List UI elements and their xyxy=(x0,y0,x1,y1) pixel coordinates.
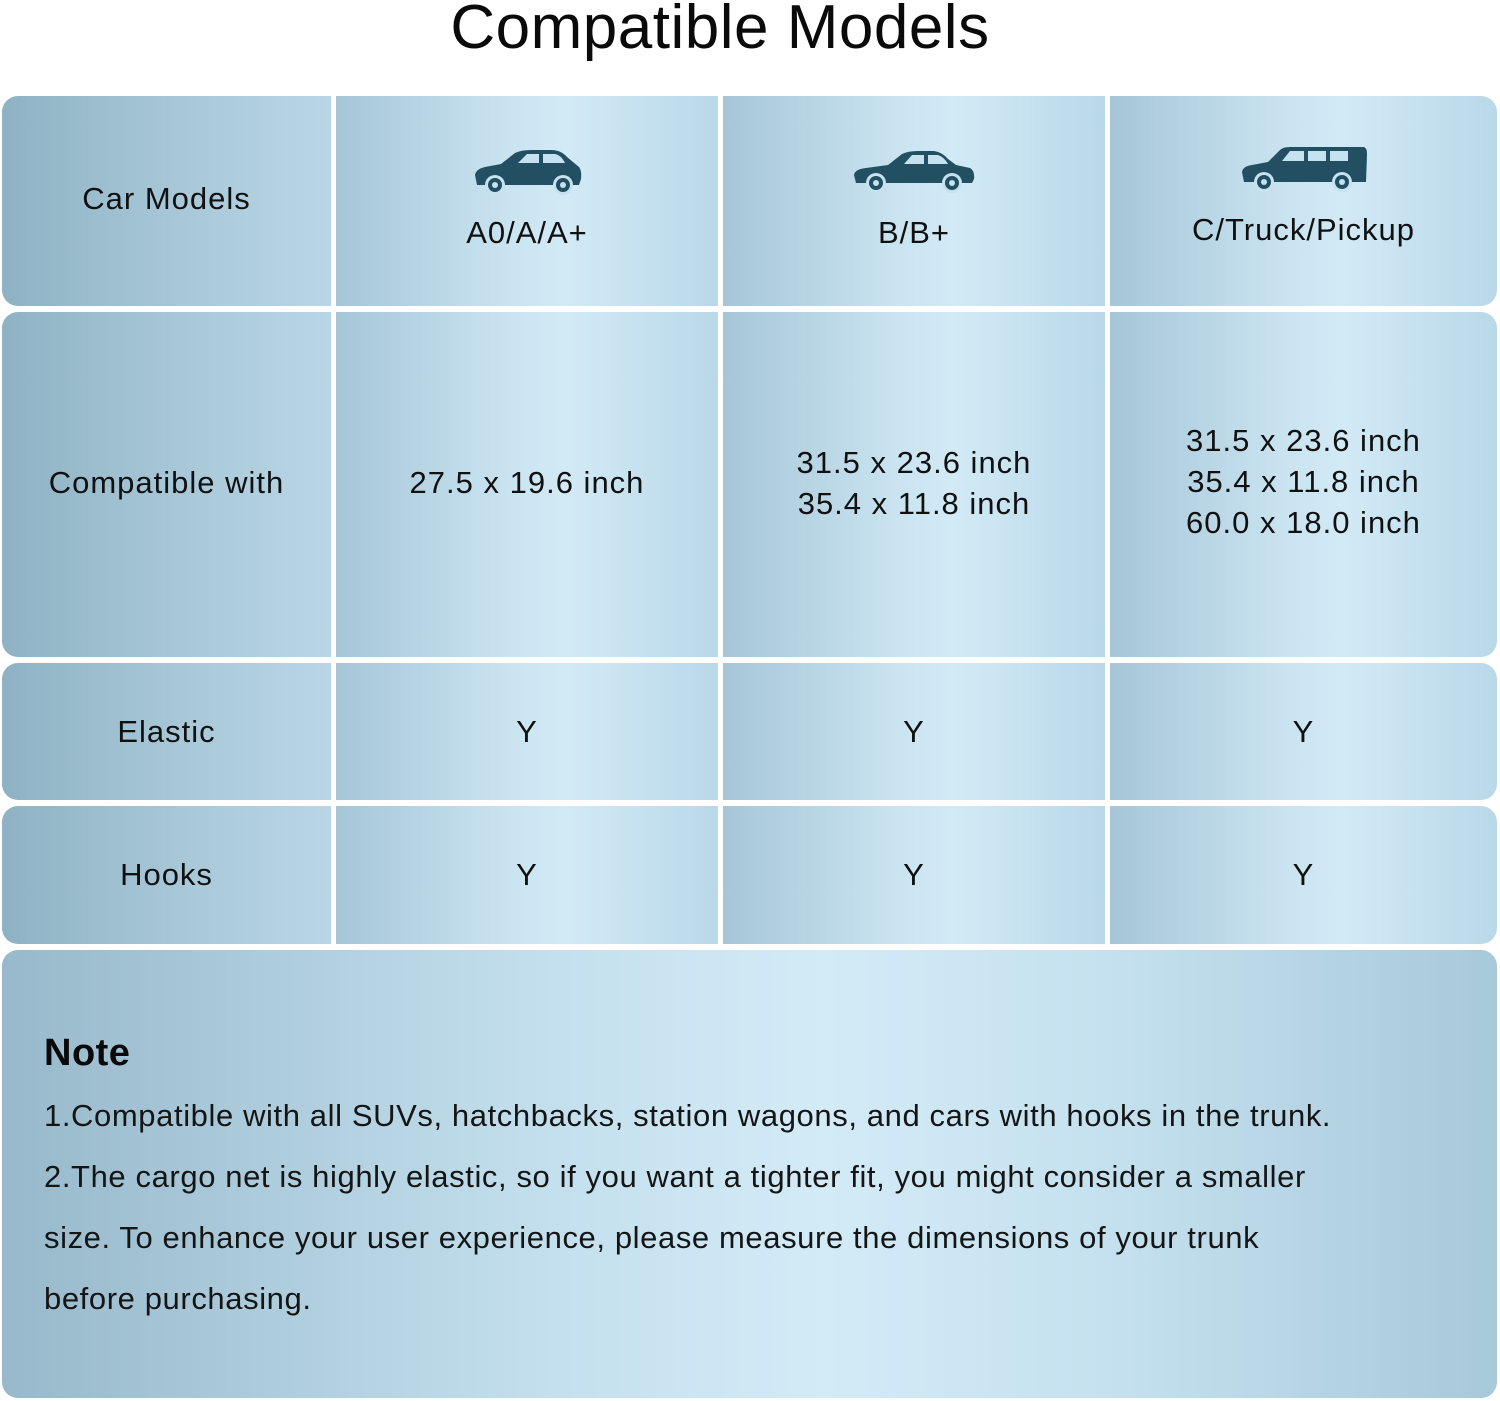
page-title: Compatible Models xyxy=(450,0,990,62)
note-panel xyxy=(2,950,1497,1398)
note-title: Note xyxy=(44,1032,131,1074)
compatible-row-label xyxy=(2,312,331,657)
compatible-c-size-2: 35.4 x 11.8 inch xyxy=(1187,464,1420,499)
sedan-car-icon xyxy=(852,149,976,195)
hatchback-car-icon xyxy=(471,149,583,195)
note-line-1: 1.Compatible with all SUVs, hatchbacks, station wagons, and cars with hooks in the trunk. xyxy=(44,1098,1332,1133)
elastic-c-value: Y xyxy=(1292,713,1315,749)
model-a-label: A0/A/A+ xyxy=(466,215,588,250)
hooks-b-value: Y xyxy=(903,857,925,892)
model-b-header xyxy=(723,96,1105,306)
hooks-row-label xyxy=(2,806,331,944)
car-models-label: Car Models xyxy=(82,181,251,216)
compatible-b-cell xyxy=(723,312,1105,657)
hooks-c-cell xyxy=(1110,806,1497,944)
elastic-label: Elastic xyxy=(117,713,216,749)
compatible-b-size-2: 35.4 x 11.8 inch xyxy=(797,485,1031,521)
compatible-c-cell xyxy=(1110,312,1497,657)
model-a-header xyxy=(336,96,718,306)
note-line-2: 2.The cargo net is highly elastic, so if you want a tighter fit, you might consider a smaller xyxy=(44,1159,1306,1194)
model-c-label: C/Truck/Pickup xyxy=(1191,212,1415,247)
model-c-header xyxy=(1110,96,1497,306)
elastic-a-value: Y xyxy=(516,713,538,749)
header-row-label xyxy=(2,96,331,306)
compatible-c-size-3: 60.0 x 18.0 inch xyxy=(1186,505,1421,540)
hooks-label: Hooks xyxy=(120,857,213,892)
compatible-c-size-1: 31.5 x 23.6 inch xyxy=(1186,423,1421,458)
elastic-a-cell xyxy=(336,663,718,800)
elastic-row-label xyxy=(2,663,331,800)
compatible-a-size-1: 27.5 x 19.6 inch xyxy=(409,465,645,500)
compatible-a-cell xyxy=(336,312,718,657)
hooks-a-cell xyxy=(336,806,718,944)
note-line-4: before purchasing. xyxy=(44,1281,312,1316)
hooks-a-value: Y xyxy=(516,857,538,892)
hooks-b-cell xyxy=(723,806,1105,944)
elastic-c-cell xyxy=(1110,663,1497,800)
model-b-label: B/B+ xyxy=(877,215,951,250)
elastic-b-cell xyxy=(723,663,1105,800)
suv-car-icon xyxy=(1240,146,1368,192)
compatible-b-size-1: 31.5 x 23.6 inch xyxy=(796,444,1032,480)
hooks-c-value: Y xyxy=(1292,857,1315,892)
elastic-b-value: Y xyxy=(903,713,925,749)
compatible-with-label: Compatible with xyxy=(48,464,285,500)
note-line-3: size. To enhance your user experience, please measure the dimensions of your trunk xyxy=(44,1220,1260,1255)
